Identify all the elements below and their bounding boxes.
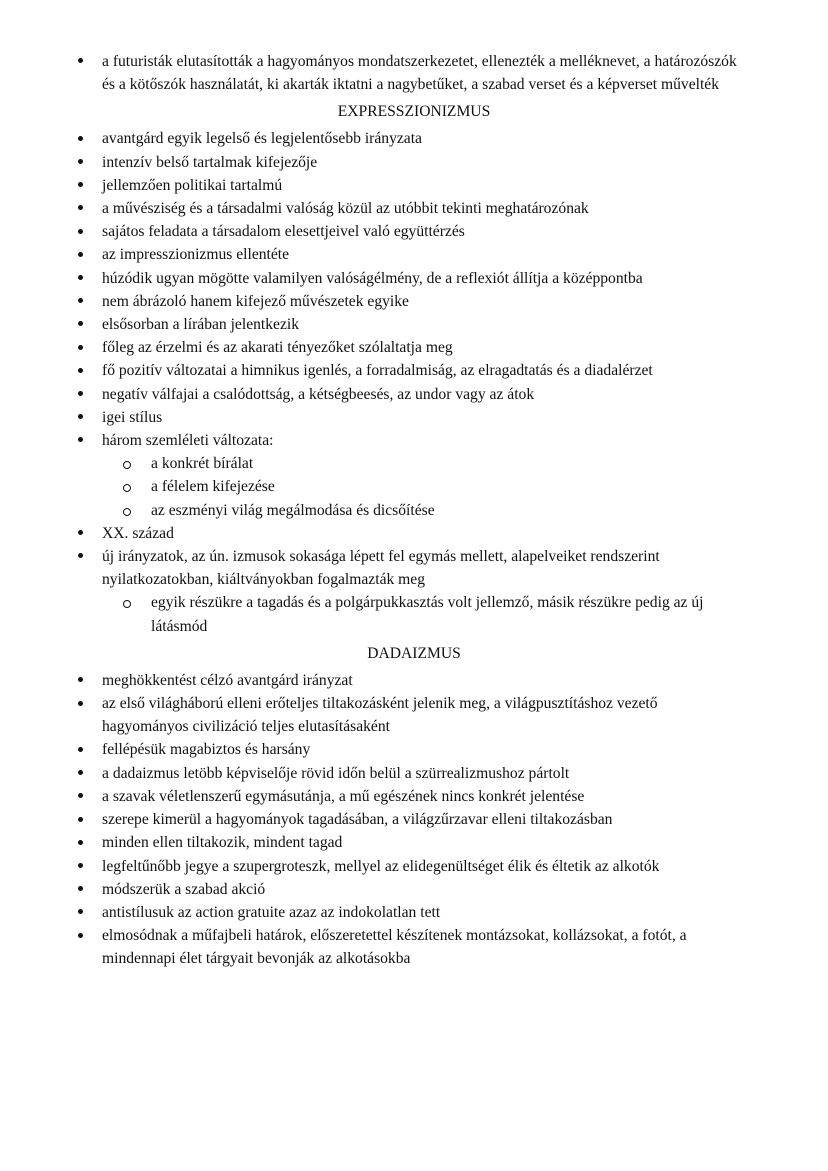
bullet-icon: [75, 878, 85, 901]
sub-list-item: [0, 591, 828, 637]
list-item: [0, 383, 828, 406]
list-item-text: minden ellen tiltakozik, mindent tagad: [102, 834, 343, 852]
bullet-icon: [75, 336, 85, 359]
list-item: [0, 243, 828, 266]
expressionism-variants-list: [0, 452, 828, 522]
list-item-text: antistílusuk az action gratuite azaz az indokolatlan tett: [102, 903, 441, 921]
list-item-text: fő pozitív változatai a himnikus igenlés, a forradalmiság, az elragadtatás és a diadalérzet: [102, 362, 653, 380]
sub-list-item-text: a konkrét bírálat: [151, 455, 254, 473]
list-item: [0, 151, 828, 174]
list-item: [0, 762, 828, 785]
list-item-text: három szemléleti változata:: [102, 432, 274, 450]
list-item: [0, 406, 828, 429]
list-item-text: szerepe kimerül a hagyományok tagadásában, a világzűrzavar elleni tiltakozásban: [102, 811, 613, 829]
list-item-text: új irányzatok, az ún. izmusok sokasága lépett fel egymás mellett, alapelveiket rendszerint nyilatkozatokban, kiáltványokban fogalmazták meg: [102, 548, 660, 589]
list-item-text: negatív válfajai a csalódottság, a kétségbeesés, az undor vagy az átok: [102, 385, 535, 403]
list-item-text: húzódik ugyan mögötte valamilyen valóságélmény, de a reflexiót állítja a középpontba: [102, 269, 643, 287]
list-item: [0, 267, 828, 290]
circle-bullet-icon: [123, 508, 131, 516]
circle-bullet-icon: [123, 600, 131, 608]
list-item: [0, 174, 828, 197]
list-item-text: nem ábrázoló hanem kifejező művészetek egyike: [102, 292, 409, 310]
list-item: [0, 924, 828, 970]
list-item: [0, 429, 828, 452]
list-item: [0, 197, 828, 220]
list-item-text: intenzív belső tartalmak kifejezője: [102, 153, 318, 171]
bullet-icon: [75, 522, 85, 545]
list-item-text: avantgárd egyik legelső és legjelentősebb irányzata: [102, 130, 422, 148]
section-title-expressionism: EXPRESSZIONIZMUS: [337, 103, 491, 121]
list-item-text: jellemzően politikai tartalmú: [102, 176, 283, 194]
bullet-icon: [75, 831, 85, 854]
list-item-text: főleg az érzelmi és az akarati tényezőket szólaltatja meg: [102, 339, 453, 357]
expressionism-after-list: [0, 522, 828, 592]
list-item: [0, 878, 828, 901]
list-item: [0, 692, 828, 738]
circle-bullet-icon: [123, 484, 131, 492]
bullet-icon: [75, 669, 85, 692]
list-item: [0, 785, 828, 808]
bullet-icon: [75, 785, 85, 808]
sub-list-item-text: a félelem kifejezése: [151, 478, 275, 496]
list-item: [0, 545, 828, 591]
expressionism-after-sub-list: [0, 591, 828, 637]
dadaism-list: [0, 669, 828, 971]
section-title-dadaism: DADAIZMUS: [367, 644, 461, 662]
list-item-text: meghökkentést célzó avantgárd irányzat: [102, 671, 353, 689]
list-item: [0, 808, 828, 831]
bullet-icon: [75, 197, 85, 220]
bullet-icon: [75, 901, 85, 924]
list-item: [0, 522, 828, 545]
sub-list-item: [0, 452, 828, 475]
bullet-icon: [75, 692, 85, 715]
list-item-text: igei stílus: [102, 408, 163, 426]
list-item: [0, 855, 828, 878]
bullet-icon: [75, 174, 85, 197]
list-item: [0, 831, 828, 854]
bullet-icon: [75, 383, 85, 406]
list-item-text: a dadaizmus letöbb képviselője rövid időn belül a szürrealizmushoz pártolt: [102, 764, 570, 782]
sub-list-item-text: egyik részükre a tagadás és a polgárpukkasztás volt jellemző, másik részükre pedig az új látásmód: [151, 594, 704, 635]
sub-list-item: [0, 499, 828, 522]
list-item-text: a futuristák elutasították a hagyományos mondatszerkezetet, ellenezték a melléknevet, a határozószók és a kötőszók használatát, ki akarták iktatni a nagybetűket, a szabad verset és a képverset művelték: [102, 53, 737, 94]
bullet-icon: [75, 127, 85, 150]
list-item: [0, 901, 828, 924]
list-item: [0, 127, 828, 150]
sub-list-item: [0, 475, 828, 498]
list-item: [0, 669, 828, 692]
list-item-text: legfeltűnőbb jegye a szupergroteszk, mellyel az elidegenültséget élik és éltetik az alkotók: [102, 857, 660, 875]
sub-list-item-text: az eszményi világ megálmodása és dicsőítése: [151, 501, 435, 519]
bullet-icon: [75, 267, 85, 290]
bullet-icon: [75, 429, 85, 452]
bullet-icon: [75, 313, 85, 336]
bullet-icon: [75, 359, 85, 382]
list-item-text: módszerük a szabad akció: [102, 880, 266, 898]
list-item-text: az első világháború elleni erőteljes tiltakozásként jelenik meg, a világpusztításhoz vezető hagyományos civilizáció teljes elutasításaként: [102, 695, 658, 736]
list-item: [0, 359, 828, 382]
list-item: [0, 336, 828, 359]
list-item: [0, 220, 828, 243]
list-item-text: fellépésük magabiztos és harsány: [102, 741, 311, 759]
list-item: [0, 290, 828, 313]
bullet-icon: [75, 808, 85, 831]
list-item-text: sajátos feladata a társadalom elesettjeivel való együttérzés: [102, 223, 465, 241]
bullet-icon: [75, 924, 85, 947]
bullet-icon: [75, 50, 85, 73]
bullet-icon: [75, 545, 85, 568]
list-item-text: az impresszionizmus ellentéte: [102, 246, 290, 264]
bullet-icon: [75, 738, 85, 761]
bullet-icon: [75, 243, 85, 266]
list-item: [0, 50, 828, 96]
list-item-text: XX. század: [102, 524, 174, 542]
list-item-text: a művésziség és a társadalmi valóság közül az utóbbit tekinti meghatározónak: [102, 200, 589, 218]
bullet-icon: [75, 762, 85, 785]
bullet-icon: [75, 220, 85, 243]
list-item-text: elsősorban a lírában jelentkezik: [102, 316, 300, 334]
list-item: [0, 738, 828, 761]
list-item-text: a szavak véletlenszerű egymásutánja, a mű egészének nincs konkrét jelentése: [102, 787, 585, 805]
bullet-icon: [75, 855, 85, 878]
bullet-icon: [75, 406, 85, 429]
expressionism-list: [0, 127, 828, 452]
circle-bullet-icon: [123, 461, 131, 469]
bullet-icon: [75, 290, 85, 313]
intro-list: [0, 50, 828, 96]
bullet-icon: [75, 151, 85, 174]
list-item: [0, 313, 828, 336]
list-item-text: elmosódnak a műfajbeli határok, előszeretettel készítenek montázsokat, kollázsokat, a fotót, a mindennapi élet tárgyait bevonják az alkotásokba: [102, 927, 687, 968]
